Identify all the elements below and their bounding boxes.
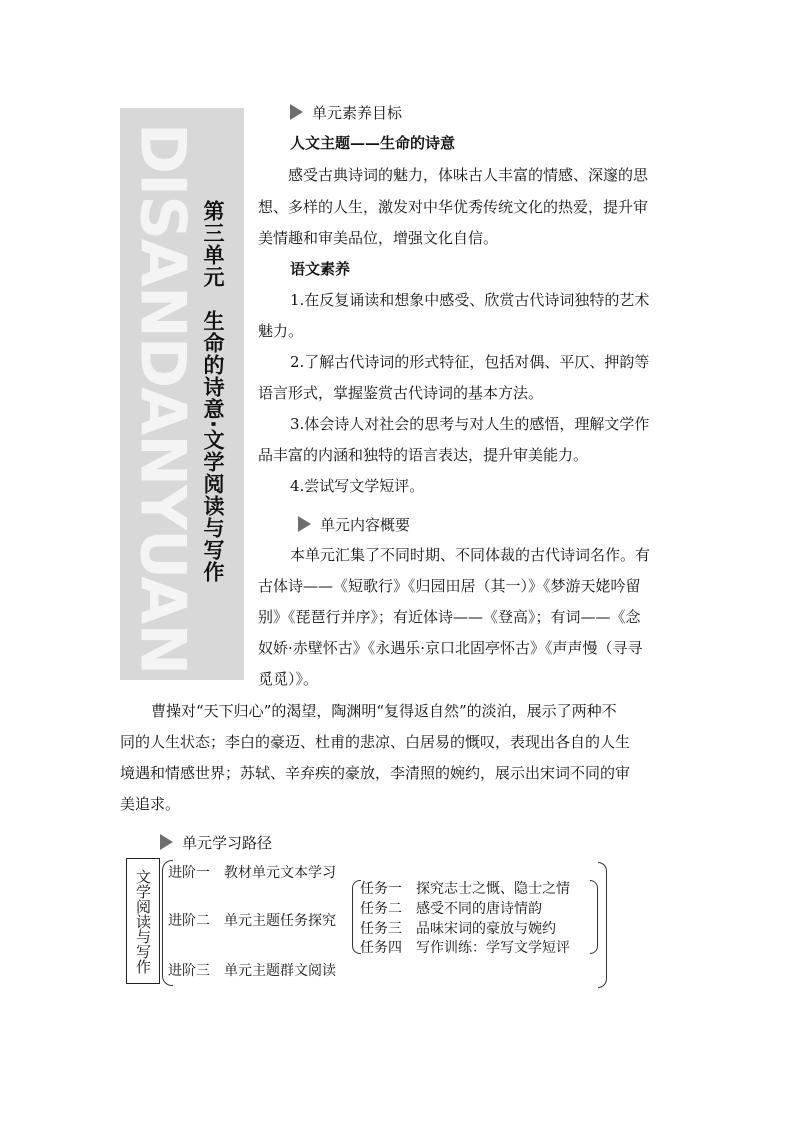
path-root-box bbox=[126, 858, 160, 984]
theme-title: 人文主题——生命的诗意 bbox=[290, 134, 456, 152]
overview-line: 古体诗——《短歌行》《归园田居（其一）》《梦游天姥吟留 bbox=[258, 577, 641, 595]
task-brace-right bbox=[590, 880, 598, 954]
overview-full-line: 美追求。 bbox=[120, 795, 181, 813]
triangle-bullet-icon bbox=[290, 104, 303, 120]
theme-line: 美情趣和审美品位，增强文化自信。 bbox=[258, 229, 499, 247]
section-overview-heading bbox=[298, 514, 410, 535]
triangle-bullet-icon bbox=[160, 834, 173, 850]
literacy-item: 魅力。 bbox=[258, 322, 304, 340]
watermark-text: DISANDANYUAN bbox=[126, 122, 200, 674]
overview-heading-label: 单元内容概要 bbox=[320, 516, 411, 534]
overview-full-line: 曹操对“天下归心”的渴望，陶渊明“复得返自然”的淡泊，展示了两种不 bbox=[151, 702, 617, 720]
overview-line: 觅觅）》。 bbox=[258, 670, 319, 688]
literacy-item: 4.尝试写文学短评。 bbox=[290, 477, 425, 495]
literacy-item: 1.在反复诵读和想象中感受、欣赏古代诗词独特的艺术 bbox=[290, 291, 650, 309]
task-item: 任务一 探究志士之慨、隐士之情 bbox=[360, 881, 570, 897]
goals-heading-label: 单元素养目标 bbox=[312, 104, 403, 122]
overview-line: 本单元汇集了不同时期、不同体裁的古代诗词名作。有 bbox=[290, 546, 651, 564]
literacy-item: 2.了解古代诗词的形式特征，包括对偶、平仄、押韵等 bbox=[290, 353, 650, 371]
stage-item: 进阶一 教材单元文本学习 bbox=[168, 865, 336, 881]
overview-line: 奴娇·赤壁怀古》《永遇乐·京口北固亭怀古》《声声慢（寻寻 bbox=[258, 639, 643, 657]
outer-brace-right bbox=[598, 862, 607, 988]
overview-full-line: 境遇和情感世界；苏轼、辛弃疾的豪放，李清照的婉约，展示出宋词不同的审 bbox=[120, 764, 631, 782]
section-path-heading bbox=[160, 832, 272, 853]
stage-item: 进阶三 单元主题群文阅读 bbox=[168, 963, 336, 979]
task-item: 任务四 写作训练：学写文学短评 bbox=[360, 940, 570, 956]
path-heading-label: 单元学习路径 bbox=[182, 834, 273, 852]
task-item: 任务二 感受不同的唐诗情韵 bbox=[360, 901, 542, 917]
overview-line: 别》《琵琶行并序》；有近体诗——《登高》；有词——《念 bbox=[258, 608, 641, 626]
stage-item: 进阶二 单元主题任务探究 bbox=[168, 913, 336, 929]
theme-line: 想、多样的人生，激发对中华优秀传统文化的热爱，提升审 bbox=[258, 197, 649, 216]
path-root-label: 文学阅读与写作 bbox=[134, 868, 152, 974]
triangle-bullet-icon bbox=[298, 516, 311, 532]
task-item: 任务三 品味宋词的豪放与婉约 bbox=[360, 921, 556, 937]
theme-paragraph bbox=[258, 160, 688, 255]
overview-full-line: 同的人生状态；李白的豪迈、杜甫的悲凉、白居易的慨叹，表现出各自的人生 bbox=[120, 733, 631, 751]
banner-watermark bbox=[128, 120, 198, 676]
literacy-item: 3.体会诗人对社会的思考与对人生的感悟，理解文学作 bbox=[290, 415, 650, 433]
literacy-item: 语言形式，掌握鉴赏古代诗词的基本方法。 bbox=[258, 384, 544, 402]
section-goals-heading bbox=[290, 102, 402, 123]
literacy-item: 品丰富的内涵和独特的语言表达，提升审美能力。 bbox=[258, 446, 589, 464]
unit-title: 第三单元 生命的诗意·文学阅读与写作 bbox=[201, 200, 225, 583]
literacy-title: 语文素养 bbox=[290, 260, 351, 278]
theme-line: 感受古典诗词的魅力，体味古人丰富的情感、深邃的思 bbox=[288, 166, 649, 184]
